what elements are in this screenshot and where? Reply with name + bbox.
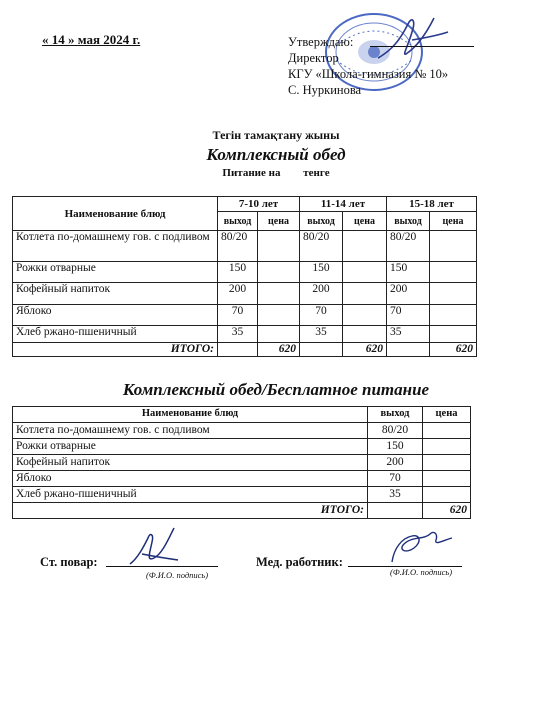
price	[423, 487, 471, 503]
empty-cell	[387, 343, 430, 357]
output: 35	[368, 487, 423, 503]
free-meal-table	[12, 406, 471, 519]
price-7-10	[258, 283, 300, 305]
output: 70	[368, 471, 423, 487]
table-row	[13, 455, 471, 471]
table-row	[13, 326, 477, 343]
table-row	[13, 231, 477, 262]
output-15-18: 35	[387, 326, 430, 343]
output-7-10: 150	[218, 262, 258, 283]
total-row	[13, 503, 471, 519]
price-15-18	[430, 283, 477, 305]
header-output: выход	[368, 407, 423, 423]
output-15-18: 70	[387, 305, 430, 326]
price-7-10	[258, 326, 300, 343]
price-15-18	[430, 305, 477, 326]
price-15-18	[430, 326, 477, 343]
subheader-output: выход	[300, 212, 343, 231]
menu-table-by-age	[12, 196, 477, 357]
price	[423, 471, 471, 487]
table-row	[13, 471, 471, 487]
output-7-10: 80/20	[218, 231, 258, 262]
output-7-10: 35	[218, 326, 258, 343]
header-dish-name: Наименование блюд	[13, 407, 368, 423]
empty-cell	[300, 343, 343, 357]
approval-position: Директор	[288, 51, 339, 65]
price-suffix: тенге	[303, 167, 330, 179]
free-meal-title: Комплексный обед/Бесплатное питание	[122, 380, 430, 399]
total-label: ИТОГО:	[13, 503, 368, 519]
price-11-14	[343, 283, 387, 305]
price-11-14	[343, 326, 387, 343]
output-7-10: 200	[218, 283, 258, 305]
dish-name: Рожки отварные	[13, 439, 368, 455]
total-label: ИТОГО:	[13, 343, 218, 357]
empty-cell	[218, 343, 258, 357]
dish-name: Котлета по-домашнему гов. с подливом	[13, 231, 218, 262]
price-11-14	[343, 305, 387, 326]
price-15-18	[430, 231, 477, 262]
total-15-18: 620	[430, 343, 477, 357]
price	[423, 455, 471, 471]
total-row	[13, 343, 477, 357]
price-11-14	[343, 262, 387, 283]
price-7-10	[258, 231, 300, 262]
empty-cell	[368, 503, 423, 519]
price-prefix: Питание на	[222, 167, 281, 179]
approval-name: С. Нуркинова	[288, 83, 362, 97]
total-price: 620	[423, 503, 471, 519]
price	[423, 423, 471, 439]
price-7-10	[258, 305, 300, 326]
output-11-14: 70	[300, 305, 343, 326]
dish-name: Хлеб ржано-пшеничный	[13, 326, 218, 343]
approval-organization: КГУ «Школа-гимназия № 10»	[288, 67, 449, 81]
table-row	[13, 262, 477, 283]
table-row	[13, 439, 471, 455]
price-15-18	[430, 262, 477, 283]
price-line	[0, 167, 552, 179]
output-15-18: 150	[387, 262, 430, 283]
cook-note: (Ф.И.О. подпись)	[146, 570, 209, 580]
output-15-18: 80/20	[387, 231, 430, 262]
table-row	[13, 487, 471, 503]
output: 80/20	[368, 423, 423, 439]
header-age-7-10: 7-10 лет	[218, 197, 300, 212]
table-row	[13, 305, 477, 326]
header-age-11-14: 11-14 лет	[300, 197, 387, 212]
table-row	[13, 283, 477, 305]
subheader-price: цена	[258, 212, 300, 231]
price-7-10	[258, 262, 300, 283]
output-11-14: 35	[300, 326, 343, 343]
medical-signature	[384, 528, 456, 570]
main-title: Комплексный обед	[206, 145, 346, 164]
dish-name: Котлета по-домашнему гов. с подливом	[13, 423, 368, 439]
subheader-output: выход	[218, 212, 258, 231]
table-row	[13, 423, 471, 439]
medical-label: Мед. работник:	[256, 555, 343, 569]
dish-name: Яблоко	[13, 471, 368, 487]
approval-block	[288, 34, 448, 98]
subheader-output: выход	[387, 212, 430, 231]
subheader-price: цена	[343, 212, 387, 231]
cook-signature	[124, 524, 184, 572]
dish-name: Яблоко	[13, 305, 218, 326]
cook-label: Ст. повар:	[40, 555, 98, 569]
document-date: « 14 » мая 2024 г.	[42, 32, 141, 47]
price-11-14	[343, 231, 387, 262]
total-11-14: 620	[343, 343, 387, 357]
output-15-18: 200	[387, 283, 430, 305]
price	[423, 439, 471, 455]
header-price: цена	[423, 407, 471, 423]
output-11-14: 150	[300, 262, 343, 283]
dish-name: Рожки отварные	[13, 262, 218, 283]
kazakh-title: Тегін тамақтану жыны	[212, 128, 340, 142]
header-age-15-18: 15-18 лет	[387, 197, 477, 212]
dish-name: Хлеб ржано-пшеничный	[13, 487, 368, 503]
output: 150	[368, 439, 423, 455]
medical-note: (Ф.И.О. подпись)	[390, 567, 453, 577]
output-11-14: 200	[300, 283, 343, 305]
output-11-14: 80/20	[300, 231, 343, 262]
dish-name: Кофейный напиток	[13, 455, 368, 471]
output-7-10: 70	[218, 305, 258, 326]
output: 200	[368, 455, 423, 471]
dish-name: Кофейный напиток	[13, 283, 218, 305]
total-7-10: 620	[258, 343, 300, 357]
approval-signature-line	[370, 46, 474, 47]
subheader-price: цена	[430, 212, 477, 231]
approval-title: Утверждаю:	[288, 35, 354, 49]
header-dish-name: Наименование блюд	[13, 197, 218, 231]
